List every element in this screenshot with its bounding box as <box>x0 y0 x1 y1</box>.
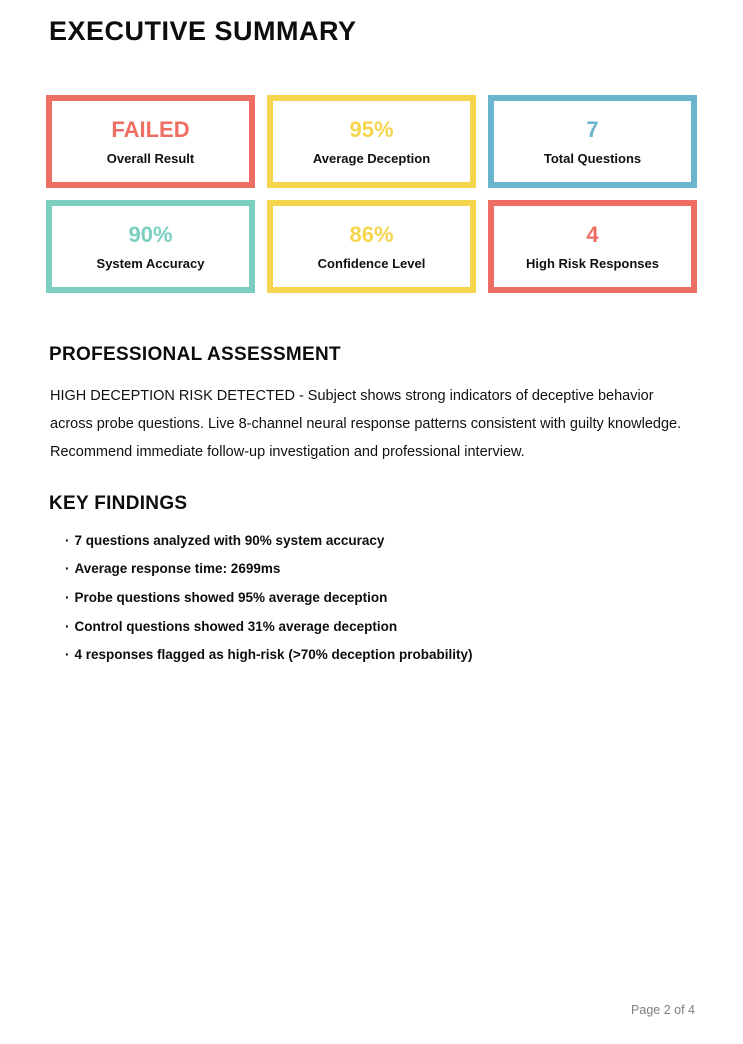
bullet-dot: · <box>65 647 70 663</box>
finding-text: 4 responses flagged as high-risk (>70% deception probability) <box>74 647 473 663</box>
metric-value: 86% <box>349 221 394 247</box>
finding-text: Control questions showed 31% average deception <box>74 618 398 634</box>
finding-text: 7 questions analyzed with 90% system accuracy <box>74 532 385 548</box>
finding-text: Average response time: 2699ms <box>74 561 281 577</box>
metric-value: 7 <box>586 116 599 142</box>
assessment-heading: PROFESSIONAL ASSESSMENT <box>49 344 341 366</box>
metric-value: FAILED <box>111 116 190 142</box>
key-findings-list <box>49 533 697 664</box>
bullet-dot: · <box>65 618 70 634</box>
metric-label: High Risk Responses <box>526 255 659 271</box>
list-item <box>65 590 697 606</box>
list-item <box>65 619 697 635</box>
metric-label: Total Questions <box>543 150 642 166</box>
bullet-dot: · <box>65 532 70 548</box>
bullet-dot: · <box>65 590 70 606</box>
page-number: Page 2 of 4 <box>631 1003 695 1017</box>
metric-cards-grid <box>46 95 697 293</box>
page-title: EXECUTIVE SUMMARY <box>49 16 357 46</box>
list-item <box>65 561 697 577</box>
assessment-body-text: HIGH DECEPTION RISK DETECTED - Subject shows strong indicators of deceptive behavior across probe questions. Live 8-channel neural response patterns consistent with guilty knowledge. Recommend immediate follow-up investigation and professional interview. <box>50 387 682 460</box>
metric-label: Overall Result <box>106 150 195 166</box>
key-findings-heading: KEY FINDINGS <box>49 492 188 514</box>
metric-value: 90% <box>128 221 173 247</box>
metric-value: 4 <box>586 221 599 247</box>
finding-text: Probe questions showed 95% average deception <box>74 590 388 606</box>
metric-card-overall-result <box>46 95 255 188</box>
metric-card-total-questions <box>488 95 697 188</box>
bullet-dot: · <box>65 561 70 577</box>
metric-card-confidence-level <box>267 200 476 293</box>
metric-card-high-risk-responses <box>488 200 697 293</box>
metric-label: System Accuracy <box>96 255 205 271</box>
metric-card-average-deception <box>267 95 476 188</box>
metric-label: Average Deception <box>312 150 431 166</box>
metric-label: Confidence Level <box>317 255 426 271</box>
list-item <box>65 647 697 663</box>
metric-value: 95% <box>349 116 394 142</box>
metric-card-system-accuracy <box>46 200 255 293</box>
list-item <box>65 533 697 549</box>
